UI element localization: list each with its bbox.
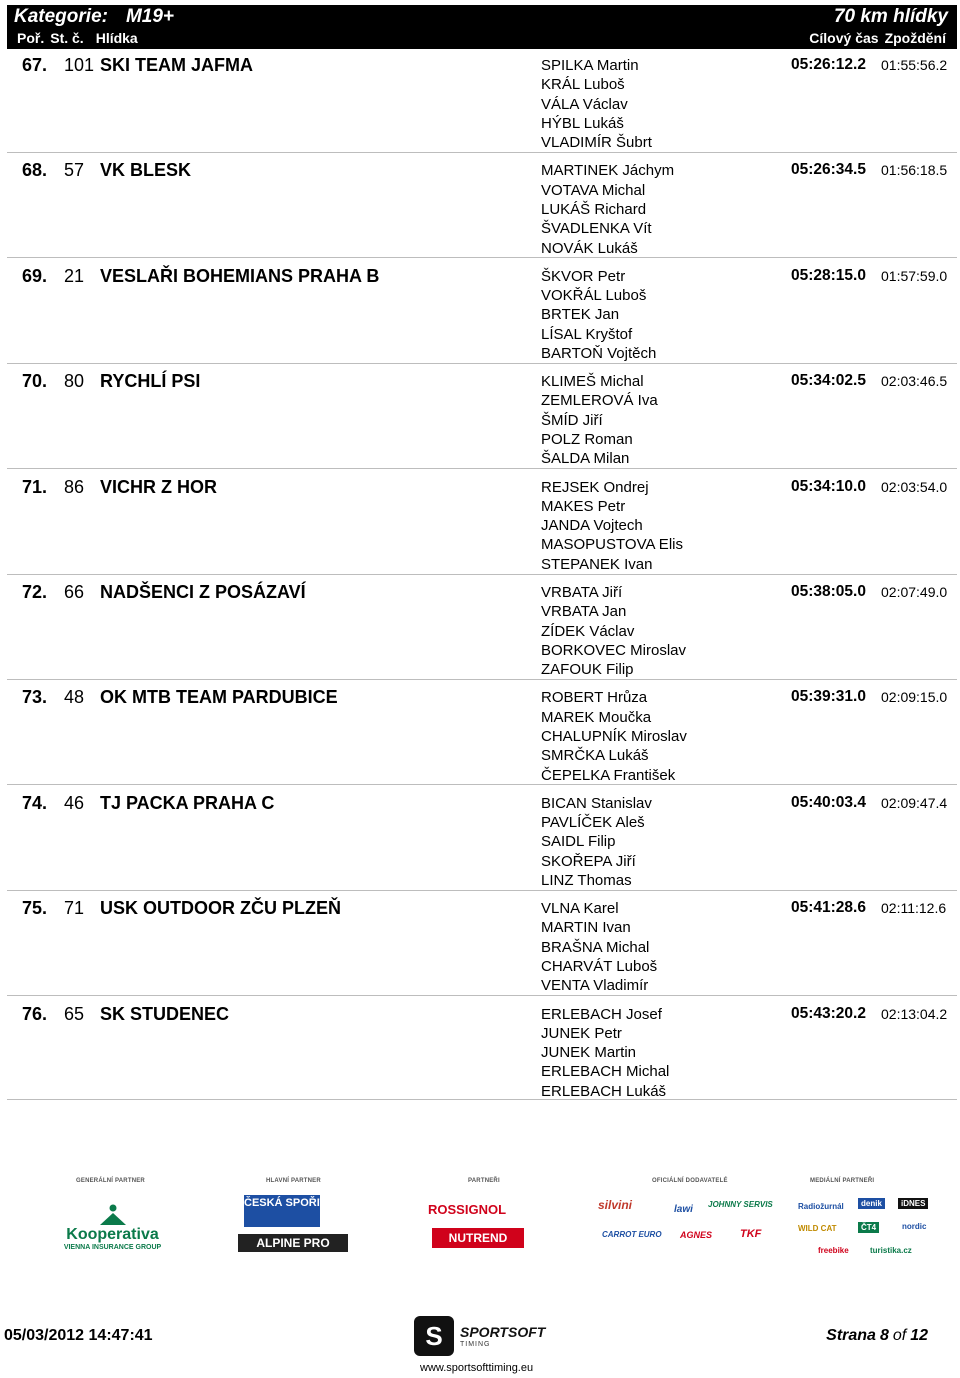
media-logo: WILD CAT bbox=[798, 1224, 837, 1233]
member-name: ROBERT Hrůza bbox=[541, 689, 648, 707]
member-name: POLZ Roman bbox=[541, 431, 633, 449]
member-name: LUKÁŠ Richard bbox=[541, 200, 647, 218]
rank-cell: 68. bbox=[22, 160, 48, 181]
tkf-logo: TKF bbox=[740, 1228, 762, 1240]
team-name-cell: SKI TEAM JAFMA bbox=[100, 55, 253, 75]
member-name: REJSEK Ondrej bbox=[541, 478, 649, 496]
team-name-cell: RYCHLÍ PSI bbox=[100, 371, 201, 392]
result-row bbox=[0, 684, 960, 789]
member-name: LINZ Thomas bbox=[541, 871, 632, 889]
member-name: ZÍDEK Václav bbox=[541, 622, 635, 640]
nutrend-logo: NUTREND bbox=[432, 1228, 524, 1248]
delay-cell: 01:55:56.2 bbox=[881, 57, 948, 73]
rank-cell: 76. bbox=[22, 1003, 48, 1024]
finish-time-cell: 05:34:02.5 bbox=[791, 372, 866, 390]
result-row bbox=[0, 474, 960, 579]
delay-cell: 02:03:54.0 bbox=[881, 478, 948, 495]
rank-cell: 73. bbox=[22, 687, 48, 708]
media-logo: iDNES bbox=[898, 1198, 928, 1209]
row-separator bbox=[7, 784, 957, 785]
member-name: ERLEBACH Josef bbox=[541, 1005, 662, 1023]
column-headers-right bbox=[809, 30, 946, 46]
category-title: Kategorie: M19+ bbox=[14, 6, 175, 27]
finish-time-cell: 05:38:05.0 bbox=[791, 582, 866, 600]
member-name: BICAN Stanislav bbox=[541, 794, 652, 812]
column-headers-left bbox=[17, 30, 144, 46]
member-name: ERLEBACH Lukáš bbox=[541, 1082, 667, 1100]
ceska-sporitelna-logo: ČESKÁ SPOŘITELNA bbox=[244, 1195, 320, 1227]
member-name: BORKOVEC Miroslav bbox=[541, 641, 687, 659]
member-name: CHARVÁT Luboš bbox=[541, 958, 658, 976]
delay-cell: 02:11:12.6 bbox=[881, 900, 947, 917]
team-members bbox=[541, 267, 656, 363]
result-row bbox=[0, 895, 960, 1000]
member-name: BRTEK Jan bbox=[541, 306, 620, 324]
delay-cell: 02:09:47.4 bbox=[881, 794, 948, 811]
team-members bbox=[541, 794, 652, 890]
member-name: SAIDL Filip bbox=[541, 833, 616, 851]
team-members bbox=[541, 899, 657, 995]
rossignol-logo: ROSSIGNOL bbox=[428, 1202, 507, 1217]
member-name: BARTOŇ Vojtěch bbox=[541, 344, 657, 362]
row-separator bbox=[7, 574, 957, 575]
member-name: CHALUPNÍK Miroslav bbox=[541, 727, 687, 745]
footer-url[interactable]: www.sportsofttiming.eu bbox=[420, 1362, 534, 1374]
team-members bbox=[541, 56, 652, 152]
row-separator bbox=[7, 363, 957, 364]
finish-time-cell: 05:41:28.6 bbox=[791, 899, 866, 917]
col-team: Hlídka bbox=[95, 30, 138, 46]
johnny-servis-logo: JOHNNY SERVIS bbox=[708, 1200, 773, 1209]
page-indicator: Strana 8 of 12 bbox=[826, 1327, 928, 1344]
start-number-cell: 86 bbox=[64, 476, 85, 497]
delay-cell: 02:13:04.2 bbox=[881, 1005, 948, 1022]
rank-cell: 74. bbox=[22, 792, 48, 813]
member-name: ČEPELKA František bbox=[541, 766, 676, 784]
team-name-cell: OK MTB TEAM PARDUBICE bbox=[100, 687, 338, 708]
row-separator bbox=[7, 679, 957, 680]
member-name: KRÁL Luboš bbox=[541, 76, 625, 94]
sponsor-label: PARTNEŘI bbox=[468, 1178, 500, 1184]
team-name-cell: VK BLESK bbox=[100, 160, 192, 181]
result-row bbox=[0, 52, 960, 157]
finish-time-cell: 05:34:10.0 bbox=[791, 477, 866, 495]
member-name: ERLEBACH Michal bbox=[541, 1063, 670, 1081]
sponsor-label: MEDIÁLNÍ PARTNEŘI bbox=[810, 1178, 875, 1184]
member-name: ZAFOUK Filip bbox=[541, 661, 634, 679]
kooperativa-logo: Kooperativa VIENNA INSURANCE GROUP bbox=[50, 1204, 175, 1254]
member-name: VLADIMÍR Šubrt bbox=[541, 134, 652, 152]
member-name: ZEMLEROVÁ Iva bbox=[541, 392, 658, 410]
rank-cell: 72. bbox=[22, 581, 48, 602]
finish-time-cell: 05:26:34.5 bbox=[791, 161, 866, 179]
member-name: VRBATA Jiří bbox=[541, 583, 623, 601]
sponsor-strip bbox=[40, 1178, 930, 1260]
sportsoft-logo: S SPORTSOFT TIMING bbox=[414, 1316, 544, 1360]
media-logo: nordic bbox=[902, 1222, 927, 1231]
member-name: ŠMÍD Jiří bbox=[541, 411, 603, 429]
member-name: HÝBL Lukáš bbox=[541, 114, 624, 132]
member-name: VLNA Karel bbox=[541, 900, 619, 918]
rank-cell: 75. bbox=[22, 898, 48, 919]
member-name: JANDA Vojtech bbox=[541, 517, 643, 535]
finish-time-cell: 05:26:12.2 bbox=[791, 56, 866, 73]
agnes-logo: AGNES bbox=[680, 1230, 713, 1240]
row-separator bbox=[7, 890, 957, 891]
results-list bbox=[0, 52, 960, 1106]
delay-cell: 02:03:46.5 bbox=[881, 373, 948, 390]
team-members bbox=[541, 372, 658, 468]
member-name: LÍSAL Kryštof bbox=[541, 325, 633, 343]
delay-cell: 02:07:49.0 bbox=[881, 583, 948, 600]
member-name: VRBATA Jan bbox=[541, 603, 627, 621]
result-row bbox=[0, 579, 960, 684]
team-name-cell: SK STUDENEC bbox=[100, 1003, 230, 1024]
team-name-cell: VICHR Z HOR bbox=[100, 476, 217, 497]
start-number-cell: 21 bbox=[64, 265, 85, 286]
member-name: SPILKA Martin bbox=[541, 57, 639, 74]
result-row bbox=[0, 157, 960, 262]
row-separator bbox=[7, 152, 957, 153]
media-logo: ČT4 bbox=[858, 1222, 879, 1233]
sponsor-label: OFICIÁLNÍ DODAVATELÉ bbox=[652, 1178, 728, 1184]
team-name-cell: TJ PACKA PRAHA C bbox=[100, 792, 275, 813]
media-logo: denik bbox=[858, 1198, 885, 1209]
member-name: MARTINEK Jáchym bbox=[541, 162, 675, 180]
team-name-cell: USK OUTDOOR ZČU PLZEŇ bbox=[100, 898, 341, 919]
category-value: M19+ bbox=[125, 6, 175, 27]
member-name: VOKŘÁL Luboš bbox=[541, 287, 647, 305]
rank-cell: 69. bbox=[22, 265, 48, 286]
member-name: VOTAVA Michal bbox=[541, 181, 646, 199]
start-number-cell: 71 bbox=[64, 898, 85, 919]
start-number-cell: 48 bbox=[64, 687, 85, 708]
sponsor-label: HLAVNÍ PARTNER bbox=[266, 1178, 321, 1184]
finish-time-cell: 05:40:03.4 bbox=[791, 793, 866, 811]
result-row bbox=[0, 368, 960, 473]
media-logo: Radiožurnál bbox=[798, 1202, 844, 1211]
start-number-cell: 66 bbox=[64, 581, 85, 602]
col-start-number: St. č. bbox=[50, 30, 84, 46]
member-name: VENTA Vladimír bbox=[541, 977, 649, 995]
team-members bbox=[541, 583, 686, 679]
media-logo: turistika.cz bbox=[870, 1246, 912, 1255]
delay-cell: 01:56:18.5 bbox=[881, 162, 948, 179]
row-separator bbox=[7, 995, 957, 996]
silvini-logo: silvini bbox=[598, 1198, 633, 1212]
result-row bbox=[0, 1001, 960, 1106]
team-name-cell: VESLAŘI BOHEMIANS PRAHA B bbox=[100, 265, 380, 286]
rank-cell: 70. bbox=[22, 371, 48, 392]
team-name-cell: NADŠENCI Z POSÁZAVÍ bbox=[100, 581, 306, 602]
member-name: SKOŘEPA Jiří bbox=[541, 852, 636, 870]
rank-cell: 71. bbox=[22, 476, 48, 497]
alpine-pro-logo: ALPINE PRO bbox=[238, 1234, 348, 1252]
member-name: VÁLA Václav bbox=[541, 95, 628, 113]
lawi-logo: lawi bbox=[674, 1204, 693, 1215]
start-number-cell: 101 bbox=[64, 55, 95, 75]
member-name: JUNEK Martin bbox=[541, 1044, 637, 1062]
result-row bbox=[0, 790, 960, 895]
row-separator bbox=[7, 468, 957, 469]
start-number-cell: 80 bbox=[64, 371, 85, 392]
start-number-cell: 57 bbox=[64, 160, 85, 181]
member-name: SMRČKA Lukáš bbox=[541, 747, 649, 765]
member-name: JUNEK Petr bbox=[541, 1024, 622, 1042]
start-number-cell: 65 bbox=[64, 1003, 85, 1024]
member-name: ŠALDA Milan bbox=[541, 450, 630, 468]
col-rank: Poř. bbox=[17, 30, 45, 46]
results-header bbox=[7, 5, 957, 49]
member-name: ŠKVOR Petr bbox=[541, 267, 626, 285]
member-name: MAREK Moučka bbox=[541, 708, 652, 726]
table-bottom-rule bbox=[7, 1099, 957, 1100]
member-name: BRAŠNA Michal bbox=[541, 938, 650, 956]
delay-cell: 01:57:59.0 bbox=[881, 267, 948, 284]
team-members bbox=[541, 1005, 669, 1101]
team-members bbox=[541, 478, 683, 574]
kooperativa-emblem-icon bbox=[98, 1204, 128, 1226]
result-row bbox=[0, 263, 960, 368]
sponsor-label: GENERÁLNÍ PARTNER bbox=[76, 1178, 145, 1184]
row-separator bbox=[7, 257, 957, 258]
race-name: 70 km hlídky bbox=[833, 6, 948, 27]
member-name: PAVLÍČEK Aleš bbox=[541, 814, 645, 832]
team-members bbox=[541, 688, 687, 784]
member-name: KLIMEŠ Michal bbox=[541, 373, 644, 391]
member-name: MASOPUSTOVA Elis bbox=[541, 536, 683, 554]
finish-time-cell: 05:39:31.0 bbox=[791, 688, 866, 706]
col-finish-time: Cílový čas bbox=[809, 30, 879, 46]
start-number-cell: 46 bbox=[64, 792, 85, 813]
member-name: MAKES Petr bbox=[541, 497, 626, 515]
sportsoft-s-icon: S bbox=[414, 1316, 454, 1356]
col-delay: Zpoždění bbox=[884, 30, 946, 46]
member-name: NOVÁK Lukáš bbox=[541, 239, 638, 257]
finish-time-cell: 05:43:20.2 bbox=[791, 1004, 866, 1022]
member-name: STEPANEK Ivan bbox=[541, 555, 653, 573]
team-members bbox=[541, 161, 674, 257]
delay-cell: 02:09:15.0 bbox=[881, 689, 948, 706]
print-datetime: 05/03/2012 14:47:41 bbox=[4, 1327, 153, 1344]
rank-cell: 67. bbox=[22, 55, 48, 75]
member-name: ŠVADLENKA Vít bbox=[541, 220, 652, 238]
finish-time-cell: 05:28:15.0 bbox=[791, 266, 866, 284]
member-name: MARTIN Ivan bbox=[541, 919, 631, 937]
media-logo: freebike bbox=[818, 1246, 849, 1255]
carrot-euro-logo: CARROT EURO bbox=[602, 1230, 662, 1239]
